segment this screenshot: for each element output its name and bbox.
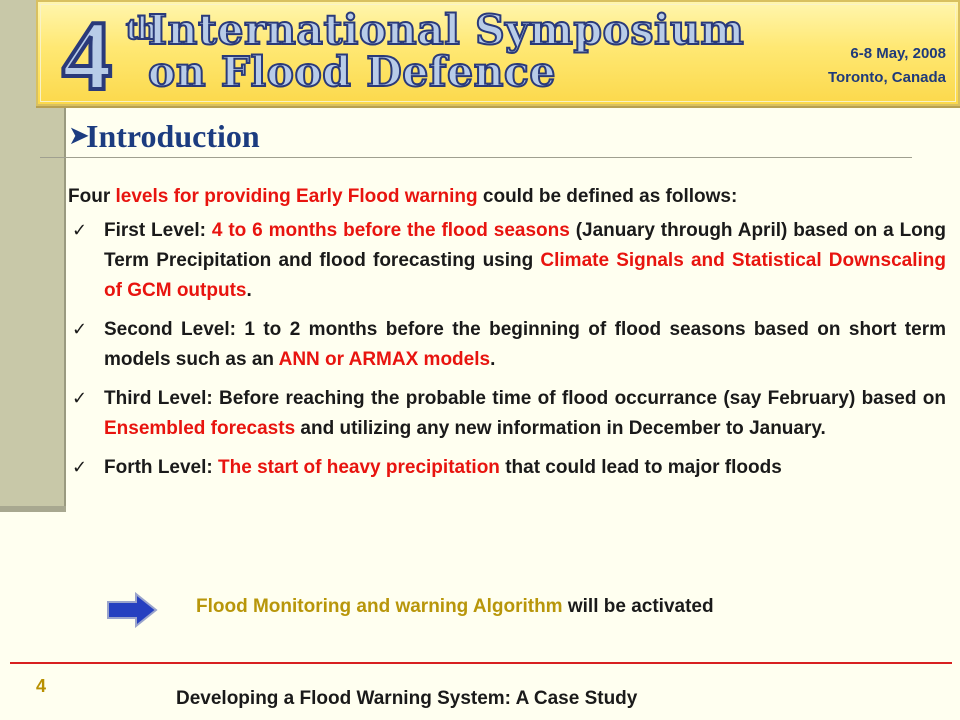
- page-number: 4: [36, 676, 47, 696]
- item-text: and utilizing any new information in December to January.: [295, 418, 826, 439]
- footer-divider: [10, 662, 952, 664]
- right-arrow-icon: [106, 592, 158, 628]
- item-text: that could lead to major floods: [499, 457, 782, 478]
- checkmark-icon: ✓: [72, 457, 88, 478]
- monitoring-rest: will be activated: [562, 596, 714, 617]
- section-title: Introduction: [86, 118, 260, 154]
- monitoring-highlight: Flood Monitoring and warning Algorithm: [196, 596, 563, 617]
- left-decor-strip: [0, 506, 66, 512]
- banner-date-location: [828, 42, 946, 90]
- banner-location: Toronto, Canada: [827, 69, 946, 86]
- monitoring-text: [196, 592, 714, 622]
- list-item-second-level: [68, 315, 946, 375]
- banner-superscript: th: [126, 10, 157, 47]
- list-item-third-level: [68, 384, 946, 444]
- item-highlight: The start of heavy precipitation: [218, 457, 500, 478]
- item-highlight: Ensembled forecasts: [104, 418, 296, 439]
- lead-text-1: Four: [68, 186, 116, 207]
- banner-title-line2: on Flood Defence: [148, 48, 556, 96]
- banner-date: 6-8 May, 2008: [850, 45, 946, 62]
- item-text: (January through April) based on a Long Term Precipitation and flood forecasting using: [104, 220, 946, 271]
- lead-text-2: could be defined as follows:: [477, 186, 738, 207]
- banner-number: 4: [62, 0, 112, 111]
- checkmark-icon: ✓: [72, 388, 88, 409]
- item-text: Forth Level:: [104, 457, 219, 478]
- item-text: .: [246, 280, 252, 301]
- checkmark-icon: ✓: [72, 220, 88, 241]
- monitoring-callout: [106, 592, 946, 628]
- item-text: Third Level: Before reaching the probable time of flood occurrance (say February) based on: [104, 388, 946, 409]
- lead-highlight: levels for providing Early Flood warning: [115, 186, 478, 207]
- list-item-first-level: [68, 216, 946, 306]
- lead-sentence: [68, 182, 946, 212]
- footer-title: Developing a Flood Warning System: A Case Study: [176, 688, 638, 709]
- bullet-arrow-icon: ➤: [68, 121, 90, 151]
- item-text: First Level:: [104, 220, 212, 241]
- item-highlight: 4 to 6 months before the flood seasons: [211, 220, 570, 241]
- checkmark-icon: ✓: [72, 319, 88, 340]
- symposium-banner: [36, 0, 960, 111]
- item-text: Second Level: 1 to 2 months before the beginning of flood seasons based on short term models such as an: [104, 319, 946, 370]
- banner-title-line1: International Symposium: [148, 6, 745, 54]
- section-divider: [40, 157, 912, 158]
- item-text: .: [490, 349, 496, 370]
- list-item-forth-level: [68, 453, 946, 483]
- slide-body: [68, 182, 946, 492]
- item-highlight: ANN or ARMAX models: [278, 349, 491, 370]
- item-highlight: Climate Signals and Statistical Downscaling of GCM outputs: [104, 250, 946, 301]
